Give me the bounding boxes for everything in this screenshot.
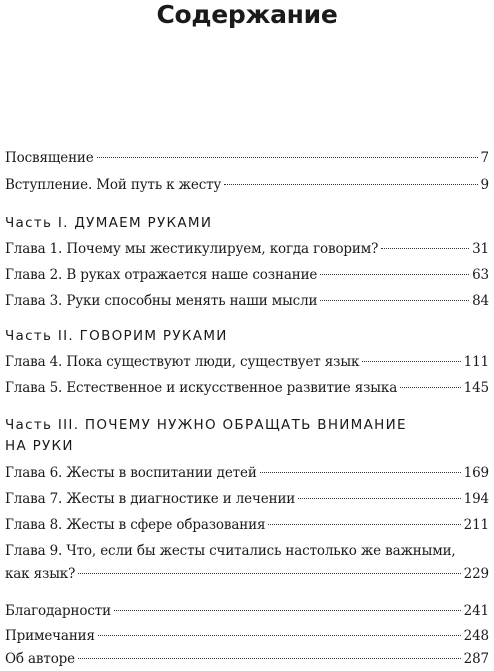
toc-entry-label: Глава 1. Почему мы жестикулируем, когда говорим? xyxy=(5,241,379,257)
toc-entry-page: 84 xyxy=(472,293,489,309)
dot-leader xyxy=(114,610,461,611)
toc-entry-page: 31 xyxy=(472,241,489,257)
toc-entry-chapter-1[interactable] xyxy=(5,237,489,261)
toc-entry-label: Глава 8. Жесты в сфере образования xyxy=(5,517,266,533)
toc-entry-page: 63 xyxy=(472,267,489,283)
toc-entry-page: 287 xyxy=(463,651,489,667)
toc-entry-introduction[interactable] xyxy=(5,173,489,197)
toc-entry-chapter-8[interactable] xyxy=(5,513,489,537)
dot-leader xyxy=(224,184,477,185)
toc-entry-notes[interactable] xyxy=(5,624,489,648)
dot-leader xyxy=(78,658,461,659)
toc-entry-about-author[interactable] xyxy=(5,647,489,671)
dot-leader xyxy=(320,274,469,275)
toc-entry-label: Глава 2. В руках отражается наше сознание xyxy=(5,267,318,283)
dot-leader xyxy=(98,635,461,636)
toc-entry-label: Глава 7. Жесты в диагностике и лечении xyxy=(5,491,296,507)
toc-entry-chapter-9-line-1[interactable]: Глава 9. Что, если бы жесты считались настолько же важными, xyxy=(5,543,456,559)
part-heading-3-line-1[interactable]: Часть III. ПОЧЕМУ НУЖНО ОБРАЩАТЬ ВНИМАНИЕ xyxy=(5,417,407,433)
dot-leader xyxy=(268,524,460,525)
toc-entry-page: 111 xyxy=(463,354,489,370)
toc-entry-label: Вступление. Мой путь к жесту xyxy=(5,177,222,193)
toc-entry-page: 9 xyxy=(480,177,489,193)
toc-entry-dedication[interactable] xyxy=(5,146,489,170)
toc-entry-chapter-4[interactable] xyxy=(5,350,489,374)
dot-leader xyxy=(381,248,469,249)
toc-entry-page: 229 xyxy=(463,566,489,582)
toc-entry-label: Глава 6. Жесты в воспитании детей xyxy=(5,465,257,481)
dot-leader xyxy=(320,300,469,301)
dot-leader xyxy=(260,472,461,473)
page-title: Содержание xyxy=(156,0,338,29)
part-heading-3-line-2[interactable]: НА РУКИ xyxy=(5,438,74,454)
toc-entry-chapter-5[interactable] xyxy=(5,376,489,400)
toc-entry-page: 194 xyxy=(463,491,489,507)
dot-leader xyxy=(78,573,461,574)
dot-leader xyxy=(362,361,460,362)
dot-leader xyxy=(97,157,478,158)
toc-entry-label: Примечания xyxy=(5,628,95,644)
toc-entry-label: Глава 3. Руки способны менять наши мысли xyxy=(5,293,318,309)
toc-entry-page: 248 xyxy=(463,628,489,644)
toc-entry-chapter-6[interactable] xyxy=(5,461,489,485)
toc-entry-label: Благодарности xyxy=(5,603,111,619)
toc-entry-page: 7 xyxy=(480,150,489,166)
toc-entry-chapter-3[interactable] xyxy=(5,289,489,313)
toc-entry-page: 169 xyxy=(463,465,489,481)
dot-leader xyxy=(400,387,461,388)
toc-entry-page: 145 xyxy=(463,380,489,396)
toc-entry-chapter-2[interactable] xyxy=(5,263,489,287)
toc-entry-chapter-7[interactable] xyxy=(5,487,489,511)
toc-entry-label: Глава 4. Пока существуют люди, существует язык xyxy=(5,354,360,370)
part-heading-1[interactable]: Часть I. ДУМАЕМ РУКАМИ xyxy=(5,215,213,231)
toc-entry-page: 241 xyxy=(463,603,489,619)
toc-entry-page: 211 xyxy=(463,517,489,533)
toc-entry-label: Об авторе xyxy=(5,651,76,667)
toc-entry-label: как язык? xyxy=(5,566,76,582)
toc-entry-chapter-9[interactable] xyxy=(5,562,489,586)
toc-entry-label: Глава 5. Естественное и искусственное развитие языка xyxy=(5,380,398,396)
toc-entry-label: Посвящение xyxy=(5,150,94,166)
dot-leader xyxy=(298,498,461,499)
part-heading-2[interactable]: Часть II. ГОВОРИМ РУКАМИ xyxy=(5,328,228,344)
toc-entry-acknowledgements[interactable] xyxy=(5,599,489,623)
